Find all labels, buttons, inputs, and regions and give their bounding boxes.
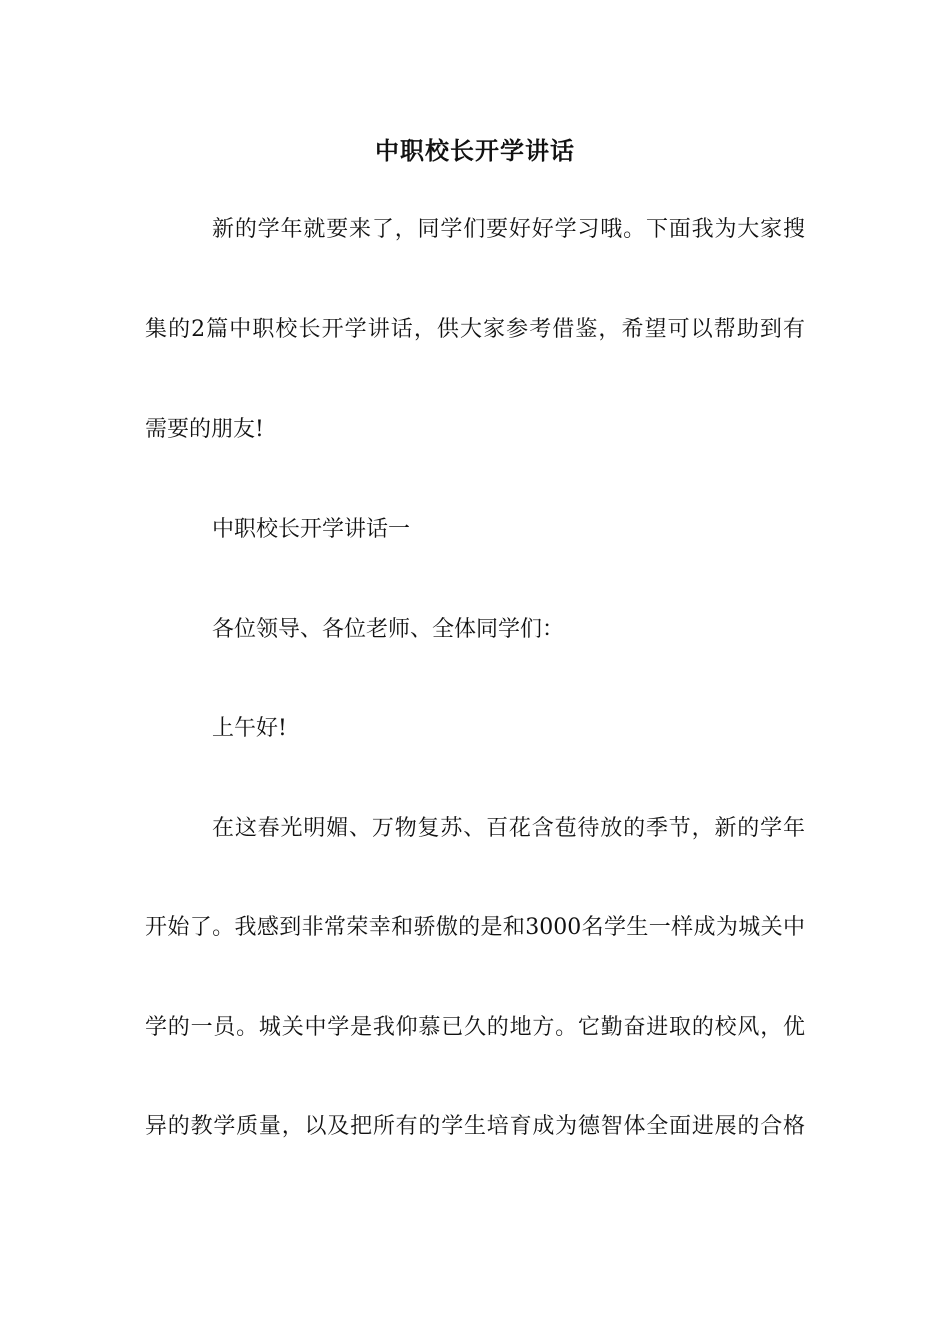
body-line: 需要的朋友!: [145, 417, 264, 442]
salutation: 各位领导、各位老师、全体同学们：: [212, 617, 565, 642]
body-line: 异的教学质量，以及把所有的学生培育成为德智体全面进展的合格: [145, 1114, 805, 1139]
body-line: 在这春光明媚、万物复苏、百花含苞待放的季节，新的学年: [212, 816, 805, 841]
section-heading: 中职校长开学讲话一: [212, 517, 411, 542]
body-line: 开始了。我感到非常荣幸和骄傲的是和3000名学生一样成为城关中: [145, 915, 805, 940]
body-line: 集的2篇中职校长开学讲话，供大家参考借鉴，希望可以帮助到有: [145, 317, 805, 342]
document-title: 中职校长开学讲话: [375, 136, 575, 165]
greeting: 上午好!: [212, 716, 287, 741]
body-line: 学的一员。城关中学是我仰慕已久的地方。它勤奋进取的校风，优: [145, 1015, 805, 1040]
body-line: 新的学年就要来了，同学们要好好学习哦。下面我为大家搜: [212, 217, 805, 242]
